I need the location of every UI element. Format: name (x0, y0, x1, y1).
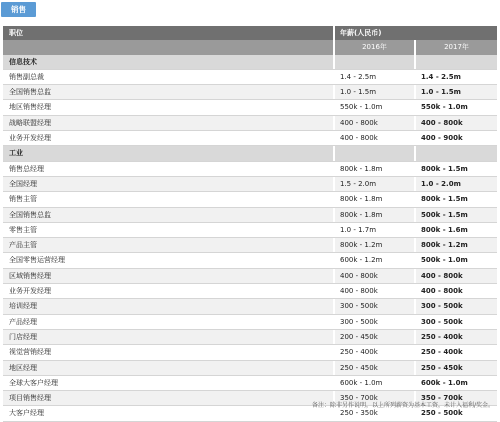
salary-2016-cell: 600k - 1.0m (333, 376, 414, 390)
role-cell: 战略联盟经理 (9, 118, 51, 127)
header-role: 职位 (9, 29, 23, 37)
salary-2016-cell: 1.0 - 1.5m (333, 85, 414, 99)
salary-2017-cell: 800k - 1.2m (414, 238, 497, 252)
salary-2017-cell: 600k - 1.0m (414, 376, 497, 390)
salary-2017-cell: 250 - 450k (414, 361, 497, 375)
salary-2016-cell: 600k - 1.2m (333, 253, 414, 267)
table-row (3, 100, 497, 115)
section-title: 信息技术 (9, 57, 37, 66)
salary-2017-cell: 500k - 1.0m (414, 253, 497, 267)
header-spacer (3, 40, 333, 54)
table-row (3, 116, 497, 131)
salary-2017-cell: 400 - 800k (414, 284, 497, 298)
salary-2016-cell: 300 - 500k (333, 299, 414, 313)
table-row (3, 85, 497, 100)
role-cell: 全球大客户经理 (9, 378, 58, 387)
salary-2017-cell: 500k - 1.5m (414, 208, 497, 222)
salary-2017-cell: 300 - 500k (414, 315, 497, 329)
table-row (3, 177, 497, 192)
salary-2017-cell: 800k - 1.5m (414, 162, 497, 176)
role-cell: 产品主管 (9, 241, 37, 250)
salary-2016-cell: 1.4 - 2.5m (333, 70, 414, 84)
table-row (3, 330, 497, 345)
salary-2017-cell: 250 - 500k (414, 406, 497, 420)
salary-2016-cell: 250 - 450k (333, 361, 414, 375)
table-row (3, 208, 497, 223)
table-row (3, 361, 497, 376)
salary-2016-cell: 350 - 700k (333, 391, 414, 405)
table-row (3, 284, 497, 299)
salary-2016-cell: 1.5 - 2.0m (333, 177, 414, 191)
salary-2017-cell: 800k - 1.5m (414, 192, 497, 206)
salary-2016-cell: 300 - 500k (333, 315, 414, 329)
salary-2016-cell: 800k - 1.8m (333, 208, 414, 222)
salary-2017-cell: 550k - 1.0m (414, 100, 497, 114)
salary-2017-cell: 400 - 800k (414, 116, 497, 130)
salary-2017-cell: 250 - 400k (414, 330, 497, 344)
salary-2016-cell: 400 - 800k (333, 284, 414, 298)
role-cell: 销售主管 (9, 195, 37, 204)
header-salary: 年薪(人民币) (333, 26, 497, 40)
footnote: 备注：除非另作说明，以上所列薪资为基本工资，未计入福利/奖金。 (311, 402, 494, 409)
section-empty-cell (333, 55, 414, 69)
table-row (3, 315, 497, 330)
salary-2017-cell: 400 - 800k (414, 269, 497, 283)
table-year-row (3, 40, 497, 54)
role-cell: 业务开发经理 (9, 134, 51, 143)
role-cell: 产品经理 (9, 317, 37, 326)
salary-2017-cell: 350 - 700k (414, 391, 497, 405)
salary-2016-cell: 1.0 - 1.7m (333, 223, 414, 237)
role-cell: 全国销售总监 (9, 210, 51, 219)
salary-2017-cell: 250 - 400k (414, 345, 497, 359)
salary-table (3, 26, 497, 422)
salary-2017-cell: 400 - 900k (414, 131, 497, 145)
salary-2017-cell: 800k - 1.6m (414, 223, 497, 237)
role-cell: 地区经理 (9, 363, 37, 372)
table-body (3, 55, 497, 422)
table-row (3, 299, 497, 314)
role-cell: 地区销售经理 (9, 103, 51, 112)
section-header-row (3, 55, 497, 70)
role-cell: 销售总经理 (9, 164, 44, 173)
section-empty-cell (333, 146, 414, 160)
salary-2016-cell: 400 - 800k (333, 116, 414, 130)
role-cell: 全国零售运营经理 (9, 256, 65, 265)
header-year-2017: 2017年 (414, 40, 497, 54)
table-row (3, 238, 497, 253)
role-cell: 业务开发经理 (9, 287, 51, 296)
salary-2017-cell: 1.4 - 2.5m (414, 70, 497, 84)
table-row (3, 253, 497, 268)
salary-2016-cell: 800k - 1.2m (333, 238, 414, 252)
salary-2016-cell: 250 - 350k (333, 406, 414, 420)
salary-2017-cell: 300 - 500k (414, 299, 497, 313)
table-header-row (3, 26, 497, 40)
tab-sales[interactable]: 销售 (1, 2, 36, 17)
salary-2016-cell: 400 - 800k (333, 269, 414, 283)
salary-2016-cell: 200 - 450k (333, 330, 414, 344)
role-cell: 大客户经理 (9, 409, 44, 418)
table-row (3, 269, 497, 284)
header-year-2016: 2016年 (333, 40, 414, 54)
role-cell: 销售副总裁 (9, 72, 44, 81)
salary-2017-cell: 1.0 - 2.0m (414, 177, 497, 191)
salary-2016-cell: 250 - 400k (333, 345, 414, 359)
role-cell: 门店经理 (9, 332, 37, 341)
section-title: 工业 (9, 149, 23, 158)
table-row (3, 192, 497, 207)
salary-2016-cell: 400 - 800k (333, 131, 414, 145)
section-header-row (3, 146, 497, 161)
table-row (3, 376, 497, 391)
role-cell: 培训经理 (9, 302, 37, 311)
section-empty-cell (414, 146, 497, 160)
role-cell: 全国销售总监 (9, 88, 51, 97)
section-empty-cell (414, 55, 497, 69)
table-row (3, 70, 497, 85)
role-cell: 全国经理 (9, 179, 37, 188)
table-row (3, 345, 497, 360)
table-row (3, 162, 497, 177)
salary-2016-cell: 550k - 1.0m (333, 100, 414, 114)
role-cell: 项目销售经理 (9, 394, 51, 403)
salary-2016-cell: 800k - 1.8m (333, 192, 414, 206)
role-cell: 零售主管 (9, 225, 37, 234)
role-cell: 区域销售经理 (9, 271, 51, 280)
salary-2017-cell: 1.0 - 1.5m (414, 85, 497, 99)
salary-2016-cell: 800k - 1.8m (333, 162, 414, 176)
table-row (3, 131, 497, 146)
table-row (3, 223, 497, 238)
role-cell: 视觉营销经理 (9, 348, 51, 357)
